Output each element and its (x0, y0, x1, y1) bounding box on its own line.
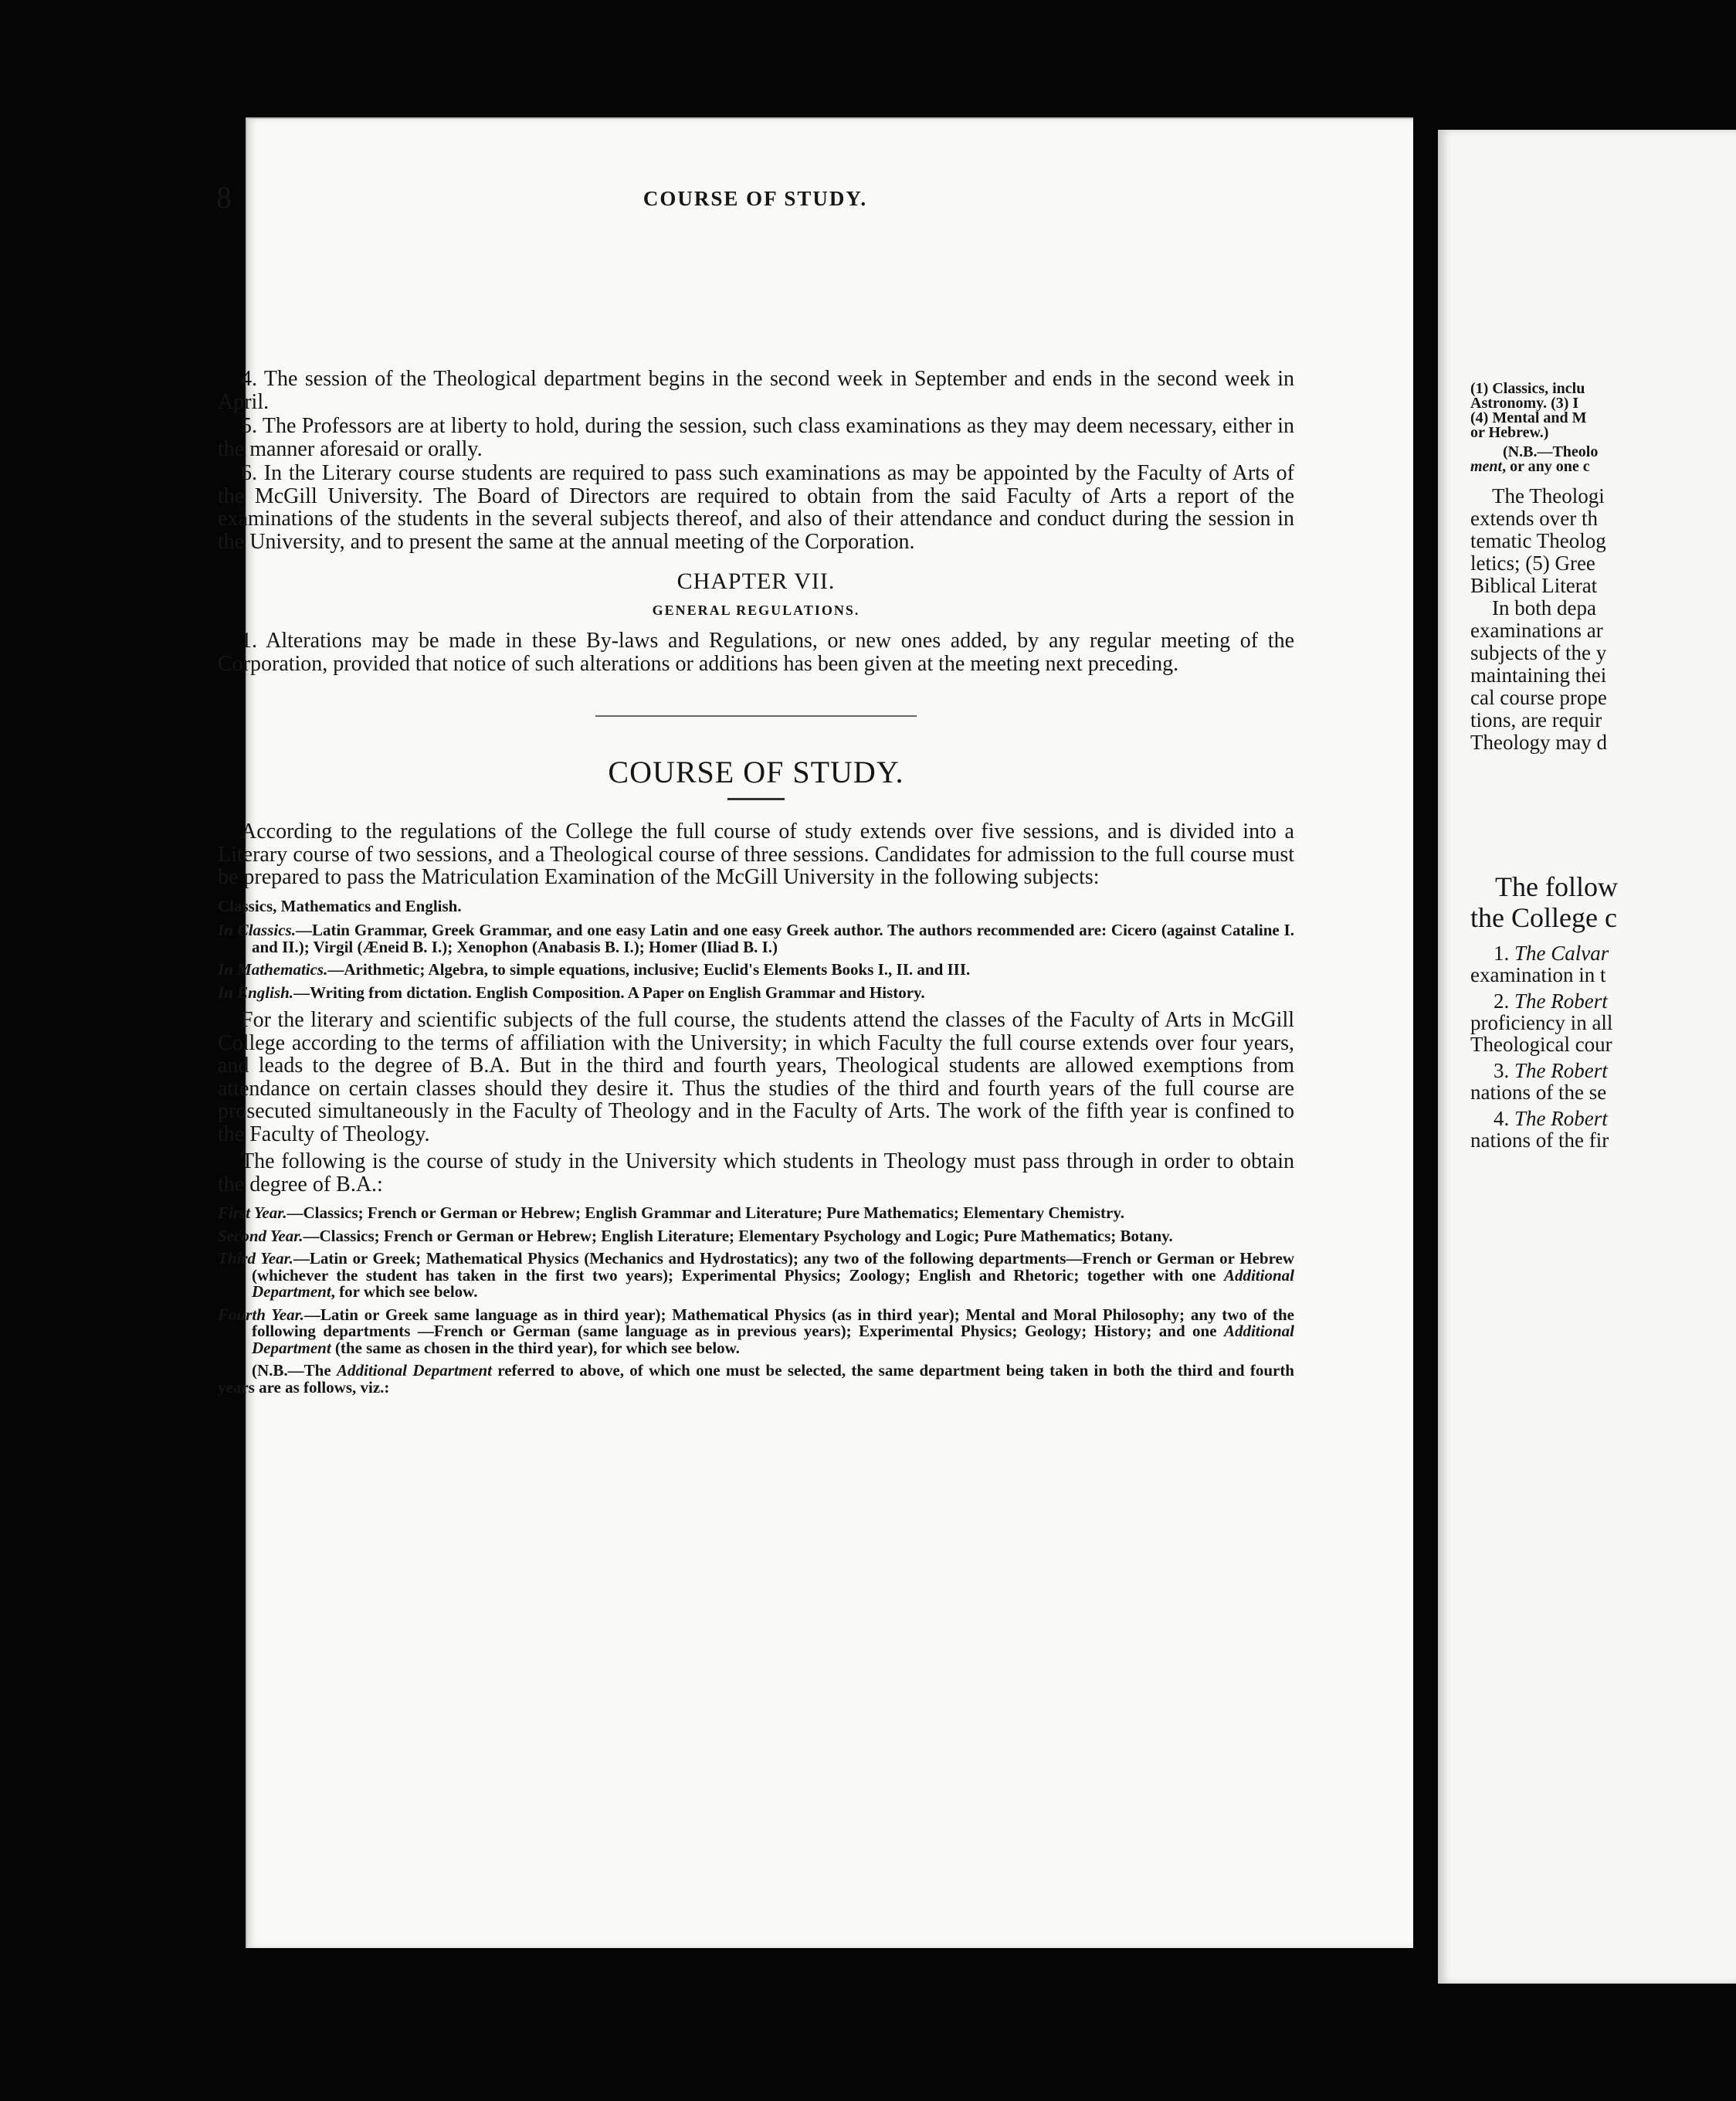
first-year-label: First Year. (218, 1203, 287, 1222)
regulation-1: 1. Alterations may be made in these By-laws and Regulations, or new ones added, by any regular meeting of the Corporation, provided that notice of such alterations or additions has been given at the meeting next preceding. (218, 629, 1294, 676)
right-list-line (1470, 990, 1736, 1012)
right-list-line (1470, 1108, 1736, 1129)
classics-label: In Classics. (218, 921, 296, 939)
right-list-line: proficiency in all (1470, 1011, 1613, 1034)
english-label: In English. (218, 983, 294, 1002)
list-title: The Calvar (1514, 942, 1609, 965)
fourth-year-additional: Additional Department (252, 1322, 1294, 1357)
right-small-line: (1) Classics, inclu (1470, 380, 1585, 397)
classics-text: —Latin Grammar, Greek Grammar, and one easy Latin and one easy Greek author. The authors recommended are: Cicero (against Cataline I. and II.); Virgil (Æneid B. I.); Xenophon (Anabasis B. I.); Homer (Iliad B. I.) (252, 921, 1294, 956)
left-page-content (218, 368, 1294, 1402)
fourth-year-text-end: (the same as chosen in the third year), for which see below. (331, 1338, 740, 1357)
chapter-heading: CHAPTER VII. (676, 569, 836, 594)
list-number: 3. (1494, 1059, 1514, 1082)
paragraph-5: 5. The Professors are at liberty to hold, during the session, such class examinations as they may deem necessary, either in the manner aforesaid or orally. (218, 414, 1294, 461)
first-year-text: —Classics; French or German or Hebrew; English Grammar and Literature; Pure Mathematics; Elementary Chemistry. (287, 1203, 1124, 1222)
mathematics-entry (218, 962, 1294, 979)
second-year-text: —Classics; French or German or Hebrew; English Literature; Elementary Psychology and Logic; Pure Mathematics; Botany. (303, 1226, 1173, 1245)
third-year-text-end: , for which see below. (331, 1282, 478, 1301)
right-small-line: (4) Mental and M (1470, 409, 1587, 426)
right-list-line (1470, 1060, 1736, 1081)
chapter-subheading: GENERAL REGULATIONS. (652, 602, 860, 618)
list-title: The Robert (1514, 989, 1608, 1013)
right-heading (1470, 871, 1736, 933)
right-text-line: tematic Theolog (1470, 529, 1606, 552)
second-year-label: Second Year. (218, 1226, 303, 1245)
section-title: COURSE OF STUDY. (608, 755, 904, 789)
right-text-line: Theology may d (1470, 731, 1607, 754)
running-title: COURSE OF STUDY. (643, 187, 868, 210)
right-text-line: extends over th (1470, 507, 1598, 530)
right-text-line: cal course prope (1470, 686, 1607, 709)
nb-additional: Additional Department (336, 1361, 492, 1380)
list-number: 1. (1494, 942, 1514, 965)
right-nb-line: (N.B.—Theolo (1503, 443, 1599, 460)
right-list-line: nations of the se (1470, 1081, 1607, 1104)
year-list (218, 1205, 1294, 1396)
right-small-line: or Hebrew.) (1470, 424, 1549, 441)
right-page (1438, 130, 1736, 1984)
right-text-line: tions, are requir (1470, 708, 1602, 731)
mathematics-label: In Mathematics. (218, 960, 328, 979)
right-list-line: nations of the fir (1470, 1129, 1609, 1152)
list-title: The Robert (1514, 1107, 1608, 1130)
list-number: 4. (1494, 1107, 1514, 1130)
classics-entry (218, 922, 1294, 955)
right-list (1470, 942, 1736, 1151)
literary-paragraph: For the literary and scientific subjects of the full course, the students attend the classes of the Faculty of Arts in McGill College according to the terms of affiliation with the University; in which Faculty the full course extends over four years, and leads to the degree of B.A. But in the third and fourth years, Theological students are allowed exemptions from attendance on certain classes should they desire it. Thus the studies of the third and fourth years of the full course are prosecuted simultaneously in the Faculty of Theology and in the Faculty of Arts. The work of the fifth year is confined to the Faculty of Theology. (218, 1008, 1294, 1146)
first-year-entry (218, 1205, 1294, 1222)
right-list-line: examination in t (1470, 963, 1606, 986)
right-text-line: subjects of the y (1470, 641, 1607, 664)
right-small-line: Astronomy. (3) I (1470, 395, 1579, 412)
nb-text: (N.B.—The (252, 1361, 337, 1380)
page-number: 8 (216, 180, 232, 215)
third-year-additional: Additional Department (252, 1265, 1294, 1301)
matriculation-subjects (218, 898, 1294, 1002)
third-year-text: —Latin or Greek; Mathematical Physics (Mechanics and Hydrostatics); any two of the following departments—French or German or Hebrew (whichever the student has taken in the first two years); Experimental Physics; Zoology; English and Rhetoric; together with one (252, 1249, 1295, 1285)
paragraph-6: 6. In the Literary course students are required to pass such examinations as may be appointed by the Faculty of Arts of the McGill University. The Board of Directors are required to obtain from the said Faculty of Arts a report of the examinations of the students in the several subjects thereof, and also of their attendance and conduct during the session in the University, and to present the same at the annual meeting of the Corporation. (218, 461, 1294, 554)
english-text: —Writing from dictation. English Composition. A Paper on English Grammar and History. (293, 983, 925, 1002)
fourth-year-text: —Latin or Greek same language as in third year); Mathematical Physics (as in third year); Mental and Moral Philosophy; any two of the following departments —French or German (same language as in previous years); Experimental Physics; Geology; History; and one (252, 1305, 1294, 1340)
fourth-year-entry (218, 1307, 1294, 1357)
right-small-block (1470, 382, 1736, 474)
nb-text-end: referred to above, of which one must be selected, the same department being taken in both the third and fourth years are as follows, viz.: (218, 1361, 1294, 1397)
english-entry (218, 985, 1294, 1002)
running-header (216, 179, 1294, 226)
right-heading-line: the College c (1470, 902, 1617, 933)
right-text-line: examinations ar (1470, 619, 1603, 642)
right-text-line: The Theologi (1492, 484, 1605, 507)
right-list-line: Theological cour (1470, 1033, 1612, 1056)
right-text-line: letics; (5) Gree (1470, 552, 1595, 575)
third-year-entry (218, 1251, 1294, 1301)
right-heading-line: The follow (1495, 871, 1618, 902)
right-text-line: maintaining thei (1470, 664, 1607, 687)
right-text-block (1470, 485, 1736, 754)
intro-paragraph: According to the regulations of the College the full course of study extends over five sessions, and is divided into a Literary course of two sessions, and a Theological course of three sessions. Candidates for admission to the full course must be prepared to pass the Matriculation Examination of the McGill University in the following subjects: (218, 820, 1294, 889)
right-nb-rest: , or any one c (1502, 458, 1590, 475)
right-text-line: In both depa (1492, 596, 1596, 619)
second-year-entry (218, 1228, 1294, 1245)
section-divider (595, 715, 917, 717)
third-year-label: Third Year. (218, 1249, 293, 1268)
title-underline (727, 798, 785, 800)
following-paragraph: The following is the course of study in the University which students in Theology must pass through in order to obtain the degree of B.A.: (218, 1149, 1294, 1196)
nb-note (218, 1363, 1294, 1396)
right-nb-line-2 (1470, 460, 1736, 474)
fourth-year-label: Fourth Year. (218, 1305, 304, 1324)
list-number: 2. (1494, 989, 1514, 1013)
right-page-content (1470, 382, 1736, 1151)
list-title: The Robert (1514, 1059, 1608, 1082)
right-nb-italic: ment (1470, 458, 1503, 475)
right-list-line (1470, 942, 1736, 964)
subjects-heading: Classics, Mathematics and English. (218, 896, 462, 915)
right-text-line: Biblical Literat (1470, 574, 1598, 597)
mathematics-text: —Arithmetic; Algebra, to simple equations, inclusive; Euclid's Elements Books I., II. and III. (327, 960, 971, 979)
paragraph-4: 4. The session of the Theological department begins in the second week in September and ends in the second week in April. (218, 367, 1294, 414)
